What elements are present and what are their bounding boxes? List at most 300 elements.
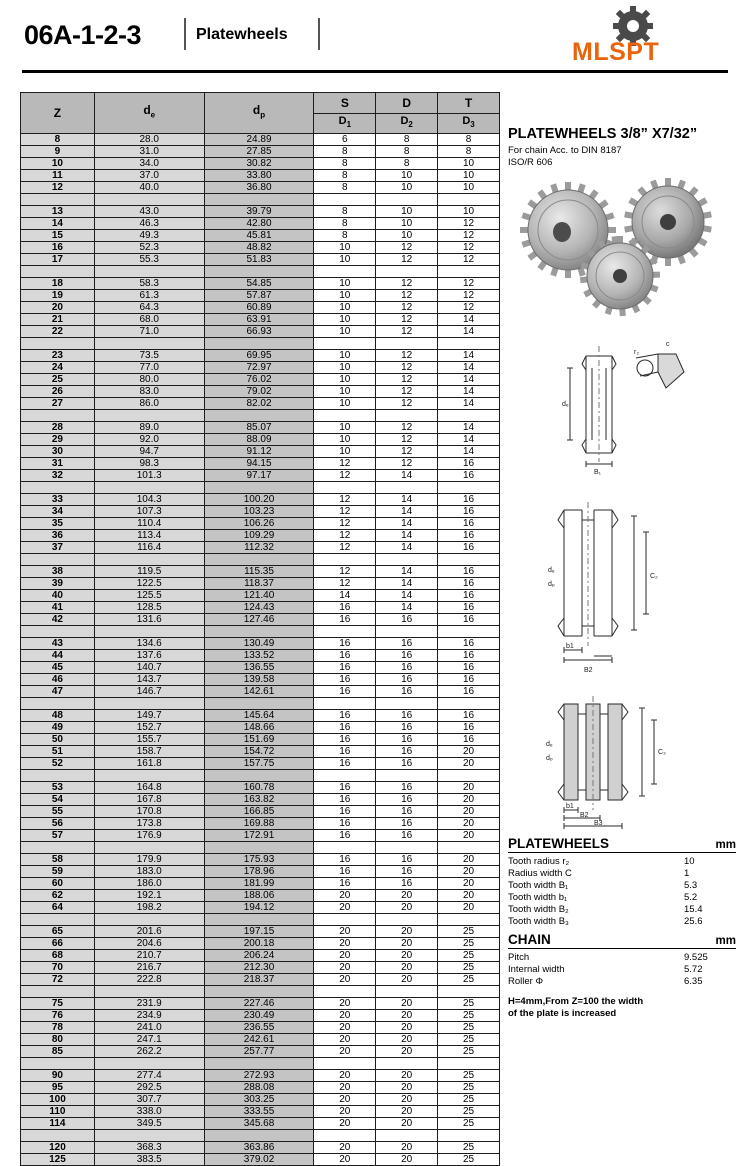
cell-s: 8 xyxy=(314,182,376,194)
cell-t: 16 xyxy=(438,494,500,506)
spec-row-label: Pitch xyxy=(508,952,530,963)
cell-d: 20 xyxy=(376,974,438,986)
table-row xyxy=(21,818,500,830)
cell-de: 262.2 xyxy=(94,1046,204,1058)
cell-de: 383.5 xyxy=(94,1154,204,1166)
cell-dp: 212.30 xyxy=(204,962,314,974)
company-logo xyxy=(538,8,728,70)
cell-t: 16 xyxy=(438,518,500,530)
chain-standard-line-1: For chain Acc. to DIN 8187 xyxy=(508,145,622,156)
cell-t: 16 xyxy=(438,530,500,542)
cell-z: 65 xyxy=(21,926,95,938)
cell-z: 45 xyxy=(21,662,95,674)
cell-de: 31.0 xyxy=(94,146,204,158)
cell-dp: 27.85 xyxy=(204,146,314,158)
cell-z: 35 xyxy=(21,518,95,530)
diagram3-label-dp: dₚ xyxy=(546,755,553,762)
cell-de: 247.1 xyxy=(94,1034,204,1046)
cell-z: 12 xyxy=(21,182,95,194)
cell-dp: 178.96 xyxy=(204,866,314,878)
cell-s: 20 xyxy=(314,1082,376,1094)
cell-z: 62 xyxy=(21,890,95,902)
cell-de: 204.6 xyxy=(94,938,204,950)
cell-d: 20 xyxy=(376,950,438,962)
cell-d: 12 xyxy=(376,446,438,458)
table-row xyxy=(21,290,500,302)
cell-z: 95 xyxy=(21,1082,95,1094)
cell-t: 14 xyxy=(438,398,500,410)
cell-d: 16 xyxy=(376,638,438,650)
table-row xyxy=(21,974,500,986)
cell-z: 23 xyxy=(21,350,95,362)
table-group-gap xyxy=(21,482,500,494)
cell-de: 216.7 xyxy=(94,962,204,974)
table-row xyxy=(21,1082,500,1094)
cell-z: 38 xyxy=(21,566,95,578)
cell-dp: 51.83 xyxy=(204,254,314,266)
cell-z: 8 xyxy=(21,134,95,146)
table-group-gap xyxy=(21,914,500,926)
spec-chain-title: CHAIN xyxy=(508,932,551,947)
cell-t: 20 xyxy=(438,758,500,770)
cell-dp: 194.12 xyxy=(204,902,314,914)
spec-chain-rows xyxy=(508,952,736,988)
right-panel xyxy=(508,98,732,169)
cell-d: 12 xyxy=(376,458,438,470)
diagram3-label-b3: B3 xyxy=(594,820,603,827)
cell-d: 16 xyxy=(376,674,438,686)
cell-de: 198.2 xyxy=(94,902,204,914)
cell-s: 14 xyxy=(314,590,376,602)
cell-z: 80 xyxy=(21,1034,95,1046)
cell-de: 92.0 xyxy=(94,434,204,446)
table-row xyxy=(21,470,500,482)
cell-t: 20 xyxy=(438,746,500,758)
spec-row-label: Roller Φ xyxy=(508,976,544,987)
cell-t: 12 xyxy=(438,254,500,266)
diagram-triplex xyxy=(508,684,736,834)
cell-s: 8 xyxy=(314,146,376,158)
spec-row xyxy=(508,964,736,976)
table-row xyxy=(21,890,500,902)
cell-de: 186.0 xyxy=(94,878,204,890)
cell-z: 46 xyxy=(21,674,95,686)
cell-t: 14 xyxy=(438,386,500,398)
cell-d: 20 xyxy=(376,1154,438,1166)
table-row xyxy=(21,494,500,506)
table-row xyxy=(21,830,500,842)
cell-d: 20 xyxy=(376,962,438,974)
cell-d: 14 xyxy=(376,590,438,602)
cell-de: 116.4 xyxy=(94,542,204,554)
spec-row-value: 5.3 xyxy=(684,880,698,891)
cell-dp: 136.55 xyxy=(204,662,314,674)
cell-d: 20 xyxy=(376,1034,438,1046)
cell-z: 32 xyxy=(21,470,95,482)
cell-dp: 206.24 xyxy=(204,950,314,962)
cell-t: 16 xyxy=(438,470,500,482)
cell-de: 28.0 xyxy=(94,134,204,146)
cell-z: 60 xyxy=(21,878,95,890)
col-header-t: T xyxy=(438,93,500,114)
col-header-de-sub: e xyxy=(150,110,156,120)
cell-d: 12 xyxy=(376,242,438,254)
cell-t: 25 xyxy=(438,962,500,974)
cell-dp: 121.40 xyxy=(204,590,314,602)
cell-de: 183.0 xyxy=(94,866,204,878)
chain-standard-line-2: ISO/R 606 xyxy=(508,157,553,168)
spec-row-value: 1 xyxy=(684,868,690,879)
cell-de: 110.4 xyxy=(94,518,204,530)
cell-t: 8 xyxy=(438,134,500,146)
cell-de: 94.7 xyxy=(94,446,204,458)
cell-z: 9 xyxy=(21,146,95,158)
table-row xyxy=(21,866,500,878)
cell-z: 17 xyxy=(21,254,95,266)
cell-d: 10 xyxy=(376,206,438,218)
cell-de: 222.8 xyxy=(94,974,204,986)
cell-z: 18 xyxy=(21,278,95,290)
cell-s: 12 xyxy=(314,542,376,554)
table-row xyxy=(21,374,500,386)
cell-z: 40 xyxy=(21,590,95,602)
cell-t: 14 xyxy=(438,422,500,434)
col-header-d: D xyxy=(376,93,438,114)
cell-dp: 218.37 xyxy=(204,974,314,986)
cell-s: 20 xyxy=(314,1094,376,1106)
cell-de: 122.5 xyxy=(94,578,204,590)
cell-t: 25 xyxy=(438,1010,500,1022)
cell-t: 25 xyxy=(438,1022,500,1034)
cell-z: 49 xyxy=(21,722,95,734)
spec-note-line-1: H=4mm,From Z=100 the width xyxy=(508,996,644,1007)
diagram-label-c: c xyxy=(666,341,670,348)
table-group-gap xyxy=(21,194,500,206)
cell-s: 16 xyxy=(314,758,376,770)
col-header-de xyxy=(94,93,204,134)
cell-dp: 169.88 xyxy=(204,818,314,830)
spec-row xyxy=(508,880,736,892)
cell-de: 61.3 xyxy=(94,290,204,302)
col-subheader-d3 xyxy=(438,114,500,134)
title-divider-1 xyxy=(184,18,186,50)
cell-d: 12 xyxy=(376,314,438,326)
cell-s: 10 xyxy=(314,422,376,434)
cell-t: 14 xyxy=(438,374,500,386)
cell-s: 16 xyxy=(314,662,376,674)
table-row xyxy=(21,326,500,338)
col-subheader-d1-main: D xyxy=(338,115,347,128)
cell-de: 192.1 xyxy=(94,890,204,902)
cell-d: 16 xyxy=(376,614,438,626)
diagram2-label-b1: b1 xyxy=(566,643,574,650)
cell-z: 26 xyxy=(21,386,95,398)
cell-dp: 88.09 xyxy=(204,434,314,446)
cell-d: 14 xyxy=(376,518,438,530)
cell-dp: 166.85 xyxy=(204,806,314,818)
table-row xyxy=(21,1118,500,1130)
table-row xyxy=(21,158,500,170)
cell-z: 13 xyxy=(21,206,95,218)
table-row xyxy=(21,278,500,290)
cell-s: 16 xyxy=(314,614,376,626)
page-subtitle: Platewheels xyxy=(196,26,288,43)
cell-dp: 130.49 xyxy=(204,638,314,650)
cell-dp: 76.02 xyxy=(204,374,314,386)
cell-d: 10 xyxy=(376,230,438,242)
cell-d: 12 xyxy=(376,374,438,386)
cell-dp: 39.79 xyxy=(204,206,314,218)
cell-dp: 24.89 xyxy=(204,134,314,146)
table-row xyxy=(21,710,500,722)
cell-d: 20 xyxy=(376,902,438,914)
cell-s: 8 xyxy=(314,170,376,182)
cell-de: 80.0 xyxy=(94,374,204,386)
cell-s: 10 xyxy=(314,242,376,254)
cell-dp: 197.15 xyxy=(204,926,314,938)
cell-z: 66 xyxy=(21,938,95,950)
table-group-gap xyxy=(21,1130,500,1142)
cell-z: 68 xyxy=(21,950,95,962)
cell-dp: 109.29 xyxy=(204,530,314,542)
cell-z: 44 xyxy=(21,650,95,662)
cell-dp: 157.75 xyxy=(204,758,314,770)
cell-d: 16 xyxy=(376,782,438,794)
cell-s: 20 xyxy=(314,1106,376,1118)
table-row xyxy=(21,902,500,914)
cell-de: 125.5 xyxy=(94,590,204,602)
cell-z: 70 xyxy=(21,962,95,974)
cell-dp: 200.18 xyxy=(204,938,314,950)
table-row xyxy=(21,386,500,398)
spec-row xyxy=(508,904,736,916)
cell-s: 12 xyxy=(314,530,376,542)
spec-row xyxy=(508,976,736,988)
cell-de: 113.4 xyxy=(94,530,204,542)
cell-s: 20 xyxy=(314,950,376,962)
logo-text: MLSPT xyxy=(572,38,660,66)
col-header-dp-main: d xyxy=(252,103,261,118)
spec-note-line-2: of the plate is increased xyxy=(508,1008,617,1019)
cell-s: 10 xyxy=(314,302,376,314)
cell-dp: 91.12 xyxy=(204,446,314,458)
cell-de: 158.7 xyxy=(94,746,204,758)
cell-dp: 288.08 xyxy=(204,1082,314,1094)
table-group-gap xyxy=(21,770,500,782)
table-group-gap xyxy=(21,410,500,422)
title-divider-2 xyxy=(318,18,320,50)
cell-s: 10 xyxy=(314,290,376,302)
cell-s: 8 xyxy=(314,230,376,242)
cell-d: 8 xyxy=(376,134,438,146)
cell-t: 16 xyxy=(438,458,500,470)
cell-dp: 142.61 xyxy=(204,686,314,698)
cell-d: 12 xyxy=(376,362,438,374)
cell-de: 43.0 xyxy=(94,206,204,218)
table-row xyxy=(21,962,500,974)
table-row xyxy=(21,206,500,218)
table-row xyxy=(21,578,500,590)
table-row xyxy=(21,650,500,662)
cell-d: 20 xyxy=(376,1046,438,1058)
cell-dp: 118.37 xyxy=(204,578,314,590)
table-row xyxy=(21,854,500,866)
spec-row-label: Tooth width B₂ xyxy=(508,904,569,915)
cell-z: 25 xyxy=(21,374,95,386)
table-row xyxy=(21,950,500,962)
cell-dp: 66.93 xyxy=(204,326,314,338)
cell-z: 16 xyxy=(21,242,95,254)
table-row xyxy=(21,422,500,434)
table-row xyxy=(21,230,500,242)
table-row xyxy=(21,878,500,890)
cell-d: 14 xyxy=(376,602,438,614)
spec-note xyxy=(508,996,736,1020)
cell-s: 20 xyxy=(314,1070,376,1082)
cell-s: 10 xyxy=(314,362,376,374)
table-row xyxy=(21,314,500,326)
cell-de: 73.5 xyxy=(94,350,204,362)
cell-dp: 163.82 xyxy=(204,794,314,806)
page-header xyxy=(0,0,750,86)
cell-t: 14 xyxy=(438,362,500,374)
cell-d: 12 xyxy=(376,278,438,290)
cell-t: 20 xyxy=(438,866,500,878)
cell-de: 104.3 xyxy=(94,494,204,506)
cell-d: 20 xyxy=(376,1022,438,1034)
table-group-gap xyxy=(21,554,500,566)
cell-z: 110 xyxy=(21,1106,95,1118)
cell-d: 8 xyxy=(376,158,438,170)
cell-t: 25 xyxy=(438,1154,500,1166)
cell-de: 46.3 xyxy=(94,218,204,230)
table-row xyxy=(21,590,500,602)
cell-t: 20 xyxy=(438,806,500,818)
cell-d: 20 xyxy=(376,890,438,902)
cell-dp: 42.80 xyxy=(204,218,314,230)
cell-d: 20 xyxy=(376,1094,438,1106)
spec-platewheels-header xyxy=(508,836,736,853)
cell-d: 12 xyxy=(376,386,438,398)
cell-d: 12 xyxy=(376,422,438,434)
cell-z: 58 xyxy=(21,854,95,866)
cell-de: 71.0 xyxy=(94,326,204,338)
cell-d: 12 xyxy=(376,302,438,314)
spec-row xyxy=(508,952,736,964)
cell-s: 20 xyxy=(314,938,376,950)
cell-s: 20 xyxy=(314,974,376,986)
cell-de: 40.0 xyxy=(94,182,204,194)
cell-dp: 79.02 xyxy=(204,386,314,398)
cell-dp: 36.80 xyxy=(204,182,314,194)
cell-s: 6 xyxy=(314,134,376,146)
cell-de: 176.9 xyxy=(94,830,204,842)
cell-d: 20 xyxy=(376,1010,438,1022)
table-row xyxy=(21,1022,500,1034)
cell-d: 16 xyxy=(376,830,438,842)
spec-row-value: 10 xyxy=(684,856,695,867)
col-header-de-main: d xyxy=(143,103,151,118)
table-row xyxy=(21,734,500,746)
cell-dp: 242.61 xyxy=(204,1034,314,1046)
cell-s: 20 xyxy=(314,1034,376,1046)
cell-d: 12 xyxy=(376,254,438,266)
cell-z: 39 xyxy=(21,578,95,590)
table-row xyxy=(21,134,500,146)
cell-de: 241.0 xyxy=(94,1022,204,1034)
specification-table xyxy=(20,92,500,1166)
cell-de: 170.8 xyxy=(94,806,204,818)
cell-de: 137.6 xyxy=(94,650,204,662)
cell-dp: 345.68 xyxy=(204,1118,314,1130)
cell-t: 25 xyxy=(438,1094,500,1106)
cell-s: 16 xyxy=(314,746,376,758)
cell-dp: 82.02 xyxy=(204,398,314,410)
cell-dp: 160.78 xyxy=(204,782,314,794)
diagram2-label-dp: dₚ xyxy=(548,581,555,588)
cell-d: 10 xyxy=(376,182,438,194)
cell-z: 114 xyxy=(21,1118,95,1130)
spec-row-value: 5.2 xyxy=(684,892,698,903)
cell-d: 16 xyxy=(376,818,438,830)
platewheels-heading: PLATEWHEELS 3/8” X7/32” xyxy=(508,126,698,142)
cell-dp: 115.35 xyxy=(204,566,314,578)
cell-d: 12 xyxy=(376,350,438,362)
cell-t: 20 xyxy=(438,782,500,794)
cell-t: 25 xyxy=(438,1142,500,1154)
cell-dp: 30.82 xyxy=(204,158,314,170)
spec-chain-header xyxy=(508,932,736,949)
cell-z: 52 xyxy=(21,758,95,770)
cell-s: 20 xyxy=(314,1010,376,1022)
spec-row-value: 5.72 xyxy=(684,964,703,975)
table-row xyxy=(21,1070,500,1082)
spec-row-value: 6.35 xyxy=(684,976,703,987)
spec-row xyxy=(508,856,736,868)
cell-dp: 175.93 xyxy=(204,854,314,866)
cell-t: 20 xyxy=(438,902,500,914)
cell-dp: 139.58 xyxy=(204,674,314,686)
cell-z: 78 xyxy=(21,1022,95,1034)
cell-z: 34 xyxy=(21,506,95,518)
cell-t: 20 xyxy=(438,878,500,890)
cell-d: 16 xyxy=(376,878,438,890)
cell-de: 146.7 xyxy=(94,686,204,698)
spec-row-label: Internal width xyxy=(508,964,565,975)
cell-d: 16 xyxy=(376,734,438,746)
cell-t: 25 xyxy=(438,1046,500,1058)
diagram3-label-c3: C₃ xyxy=(658,749,666,756)
cell-t: 16 xyxy=(438,614,500,626)
table-row xyxy=(21,758,500,770)
cell-de: 149.7 xyxy=(94,710,204,722)
cell-z: 85 xyxy=(21,1046,95,1058)
cell-dp: 154.72 xyxy=(204,746,314,758)
cell-d: 20 xyxy=(376,938,438,950)
cell-t: 16 xyxy=(438,650,500,662)
cell-t: 10 xyxy=(438,158,500,170)
cell-s: 16 xyxy=(314,602,376,614)
cell-de: 179.9 xyxy=(94,854,204,866)
table-group-gap xyxy=(21,1058,500,1070)
table-row xyxy=(21,302,500,314)
table-row xyxy=(21,998,500,1010)
table-row xyxy=(21,1046,500,1058)
cell-de: 101.3 xyxy=(94,470,204,482)
cell-dp: 100.20 xyxy=(204,494,314,506)
table-group-gap xyxy=(21,698,500,710)
cell-dp: 148.66 xyxy=(204,722,314,734)
